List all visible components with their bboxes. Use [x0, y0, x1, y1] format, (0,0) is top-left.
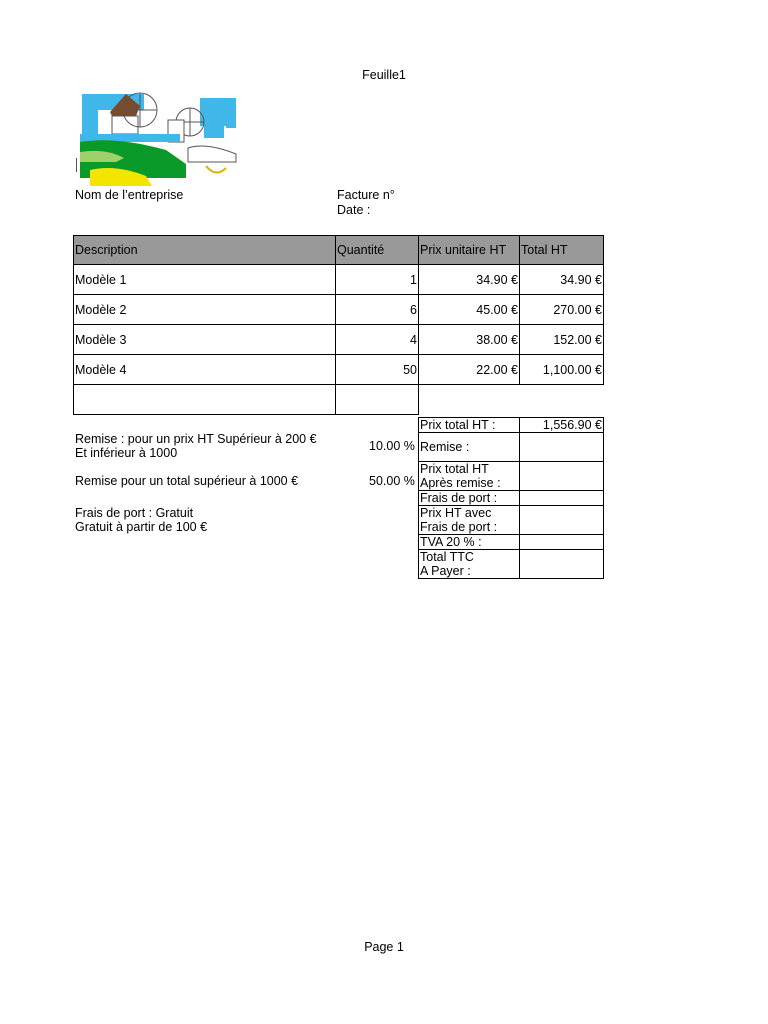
- row-description: Modèle 4: [74, 355, 336, 385]
- remise-value: [520, 433, 604, 462]
- after-discount-label-line1: Prix total HT: [420, 462, 489, 476]
- totals-row: [419, 491, 604, 506]
- totals-row: [419, 550, 604, 579]
- shipping-note-line2: Gratuit à partir de 100 €: [75, 520, 208, 534]
- table-row: [74, 265, 604, 295]
- ttc-value: [520, 550, 604, 579]
- total-ht-value: 1,556.90 €: [520, 418, 604, 433]
- date-label: Date :: [337, 203, 371, 217]
- total-ht-label: Prix total HT :: [419, 418, 520, 433]
- shipping-value: [520, 491, 604, 506]
- tva-label: TVA 20 % :: [419, 535, 520, 550]
- after-discount-label: [419, 462, 520, 491]
- discount-note-line1: Remise : pour un prix HT Supérieur à 200 €: [75, 432, 317, 446]
- shipping-label: Frais de port :: [419, 491, 520, 506]
- sheet-title: Feuille1: [362, 68, 406, 82]
- company-logo: [76, 92, 240, 188]
- row-empty-spacer: [419, 385, 520, 415]
- row-unit-price: 38.00 €: [419, 325, 520, 355]
- after-discount-value: [520, 462, 604, 491]
- invoice-number-label: Facture n°: [337, 188, 395, 202]
- totals-table: [418, 417, 604, 579]
- row-unit-price: 45.00 €: [419, 295, 520, 325]
- row-total: 270.00 €: [520, 295, 604, 325]
- row-unit-price: 22.00 €: [419, 355, 520, 385]
- header-unit-price: Prix unitaire HT: [419, 236, 520, 265]
- row-empty-spacer: [520, 385, 604, 415]
- table-row: [74, 295, 604, 325]
- row-quantity: 50: [336, 355, 419, 385]
- totals-row: [419, 433, 604, 462]
- row-unit-price: 34.90 €: [419, 265, 520, 295]
- row-total: 34.90 €: [520, 265, 604, 295]
- table-row: [74, 385, 604, 415]
- row-quantity: [336, 385, 419, 415]
- row-description: Modèle 1: [74, 265, 336, 295]
- invoice-lines-table: [73, 235, 604, 415]
- table-header-row: [74, 236, 604, 265]
- ttc-label: [419, 550, 520, 579]
- row-description: [74, 385, 336, 415]
- totals-row: [419, 535, 604, 550]
- ttc-label-line1: Total TTC: [420, 550, 474, 564]
- discount-note-line2: Et inférieur à 1000: [75, 446, 178, 460]
- company-name-label: Nom de l’entreprise: [75, 188, 184, 202]
- row-quantity: 1: [336, 265, 419, 295]
- row-description: Modèle 3: [74, 325, 336, 355]
- table-row: [74, 355, 604, 385]
- totals-row: [419, 418, 604, 433]
- row-total: 152.00 €: [520, 325, 604, 355]
- discount-rate-2: 50.00 %: [369, 474, 415, 488]
- shipping-note-line1: Frais de port : Gratuit: [75, 506, 194, 520]
- header-total: Total HT: [520, 236, 604, 265]
- row-quantity: 6: [336, 295, 419, 325]
- header-description: Description: [74, 236, 336, 265]
- row-description: Modèle 2: [74, 295, 336, 325]
- ht-with-shipping-label: [419, 506, 520, 535]
- page-footer: Page 1: [364, 940, 404, 954]
- table-row: [74, 325, 604, 355]
- ht-with-shipping-label-line2: Frais de port :: [420, 520, 498, 534]
- remise-label: Remise :: [419, 433, 520, 462]
- totals-row: [419, 506, 604, 535]
- header-quantity: Quantité: [336, 236, 419, 265]
- tva-value: [520, 535, 604, 550]
- ht-with-shipping-value: [520, 506, 604, 535]
- after-discount-label-line2: Après remise :: [420, 476, 501, 490]
- ttc-label-line2: A Payer :: [420, 564, 471, 578]
- ht-with-shipping-label-line1: Prix HT avec: [420, 506, 492, 520]
- discount-rate-1: 10.00 %: [369, 439, 415, 453]
- discount-over-1000-note: Remise pour un total supérieur à 1000 €: [75, 474, 299, 488]
- totals-row: [419, 462, 604, 491]
- row-quantity: 4: [336, 325, 419, 355]
- row-total: 1,100.00 €: [520, 355, 604, 385]
